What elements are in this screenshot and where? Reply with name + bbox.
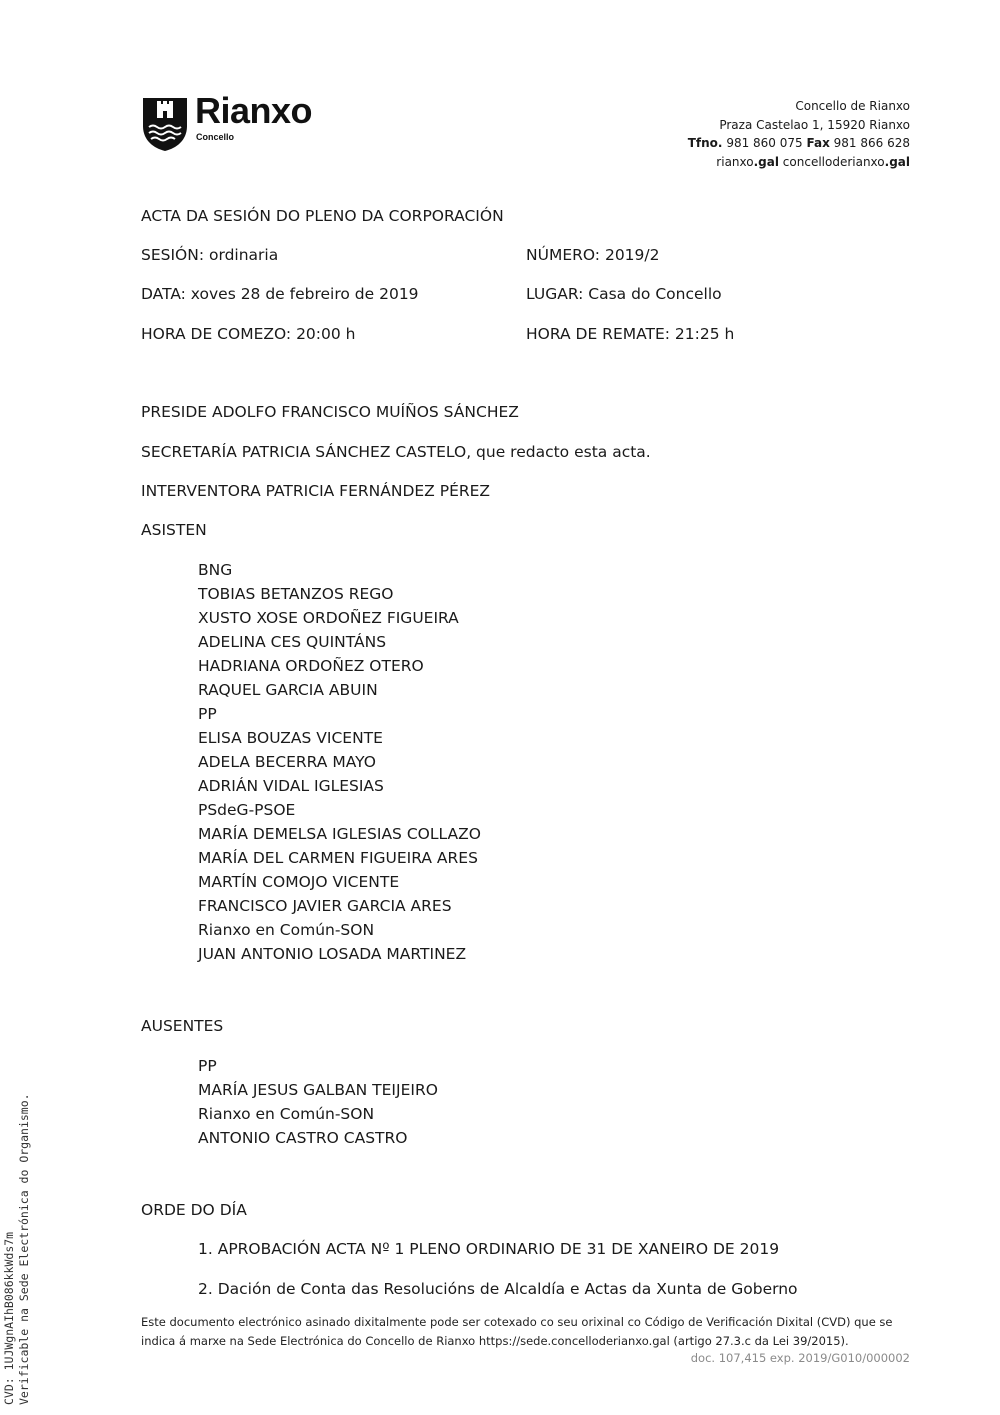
list-item: MARÍA DEL CARMEN FIGUEIRA ARES: [198, 849, 478, 867]
verification-notice: Este documento electrónico asinado dixitalmente pode ser cotexado co seu orixinal co Código de Verificación Dixital (CVD) que se indica á marxe na Sede Electrónica do Concello de Rianxo https://sede.concelloderianxo.gal (artigo 27.3.c da Lei 39/2015).: [141, 1315, 893, 1348]
concello-logo: [141, 90, 351, 152]
list-item: ELISA BOUZAS VICENTE: [198, 729, 383, 747]
act-title: ACTA DA SESIÓN DO PLENO DA CORPORACIÓN: [141, 207, 504, 225]
logo-wordmark: Rianxo: [195, 90, 313, 131]
agenda-heading: ORDE DO DÍA: [141, 1201, 247, 1219]
session-type: SESIÓN: ordinaria: [141, 246, 279, 264]
session-date: DATA: xoves 28 de febreiro de 2019: [141, 285, 419, 303]
logo-subtitle: Concello: [196, 132, 235, 142]
contact-name: Concello de Rianxo: [795, 99, 910, 113]
list-item: ADELINA CES QUINTÁNS: [198, 633, 387, 651]
contact-address: Praza Castelao 1, 15920 Rianxo: [719, 117, 910, 132]
auditor-line: INTERVENTORA PATRICIA FERNÁNDEZ PÉREZ: [141, 482, 491, 500]
list-item: Rianxo en Común-SON: [198, 1105, 375, 1123]
fax-label: Fax: [806, 136, 830, 150]
start-time: HORA DE COMEZO: 20:00 h: [141, 325, 356, 343]
list-item: ADRIÁN VIDAL IGLESIAS: [198, 777, 384, 795]
list-item: ANTONIO CASTRO CASTRO: [198, 1129, 408, 1147]
secretary-line: SECRETARÍA PATRICIA SÁNCHEZ CASTELO, que redacto esta acta.: [141, 443, 651, 461]
list-item: MARÍA JESUS GALBAN TEIJEIRO: [198, 1081, 438, 1099]
list-item: FRANCISCO JAVIER GARCIA ARES: [198, 897, 452, 915]
document-reference: doc. 107,415 exp. 2019/G010/000002: [690, 1351, 910, 1365]
tel-label: Tfno.: [687, 136, 723, 150]
agenda-item: 1. APROBACIÓN ACTA Nº 1 PLENO ORDINARIO DE 31 DE XANEIRO DE 2019: [198, 1240, 780, 1258]
tel-value: 981 860 075: [726, 136, 803, 150]
web1-name[interactable]: rianxo: [716, 154, 754, 169]
coat-of-arms-icon: [141, 96, 189, 152]
list-item: MARTÍN COMOJO VICENTE: [198, 873, 400, 891]
list-item: PP: [198, 705, 217, 723]
cvd-verify-text: Verificable na Sede Electrónica do Organismo.: [17, 1093, 31, 1405]
cvd-margin: [2, 1093, 32, 1405]
list-item: JUAN ANTONIO LOSADA MARTINEZ: [198, 945, 467, 963]
list-item: RAQUEL GARCIA ABUIN: [198, 681, 378, 699]
list-item: ADELA BECERRA MAYO: [198, 753, 376, 771]
absent-heading: AUSENTES: [141, 1017, 224, 1035]
list-item: TOBIAS BETANZOS REGO: [198, 585, 394, 603]
web1-tld[interactable]: .gal: [753, 154, 779, 169]
preside-line: PRESIDE ADOLFO FRANCISCO MUÍÑOS SÁNCHEZ: [141, 403, 519, 421]
fax-value: 981 866 628: [833, 136, 910, 150]
agenda-item: 2. Dación de Conta das Resolucións de Alcaldía e Actas da Xunta de Goberno: [198, 1280, 798, 1298]
contact-phones: [688, 134, 910, 153]
session-number: NÚMERO: 2019/2: [526, 246, 660, 264]
web2-name[interactable]: concelloderianxo: [782, 154, 885, 169]
list-item: PP: [198, 1057, 217, 1075]
list-item: Rianxo en Común-SON: [198, 921, 375, 939]
contact-block: [688, 97, 910, 171]
cvd-code: CVD: 1UJWgnAIhB086kkWds7m: [2, 1231, 16, 1405]
list-item: MARÍA DEMELSA IGLESIAS COLLAZO: [198, 825, 481, 843]
list-item: HADRIANA ORDOÑEZ OTERO: [198, 657, 424, 675]
end-time: HORA DE REMATE: 21:25 h: [526, 325, 735, 343]
attendees-heading: ASISTEN: [141, 521, 207, 539]
list-item: XUSTO XOSE ORDOÑEZ FIGUEIRA: [198, 609, 459, 627]
session-place: LUGAR: Casa do Concello: [526, 285, 722, 303]
list-item: PSdeG-PSOE: [198, 801, 296, 819]
contact-web: [688, 153, 910, 172]
list-item: BNG: [198, 561, 233, 579]
web2-tld[interactable]: .gal: [884, 154, 910, 169]
